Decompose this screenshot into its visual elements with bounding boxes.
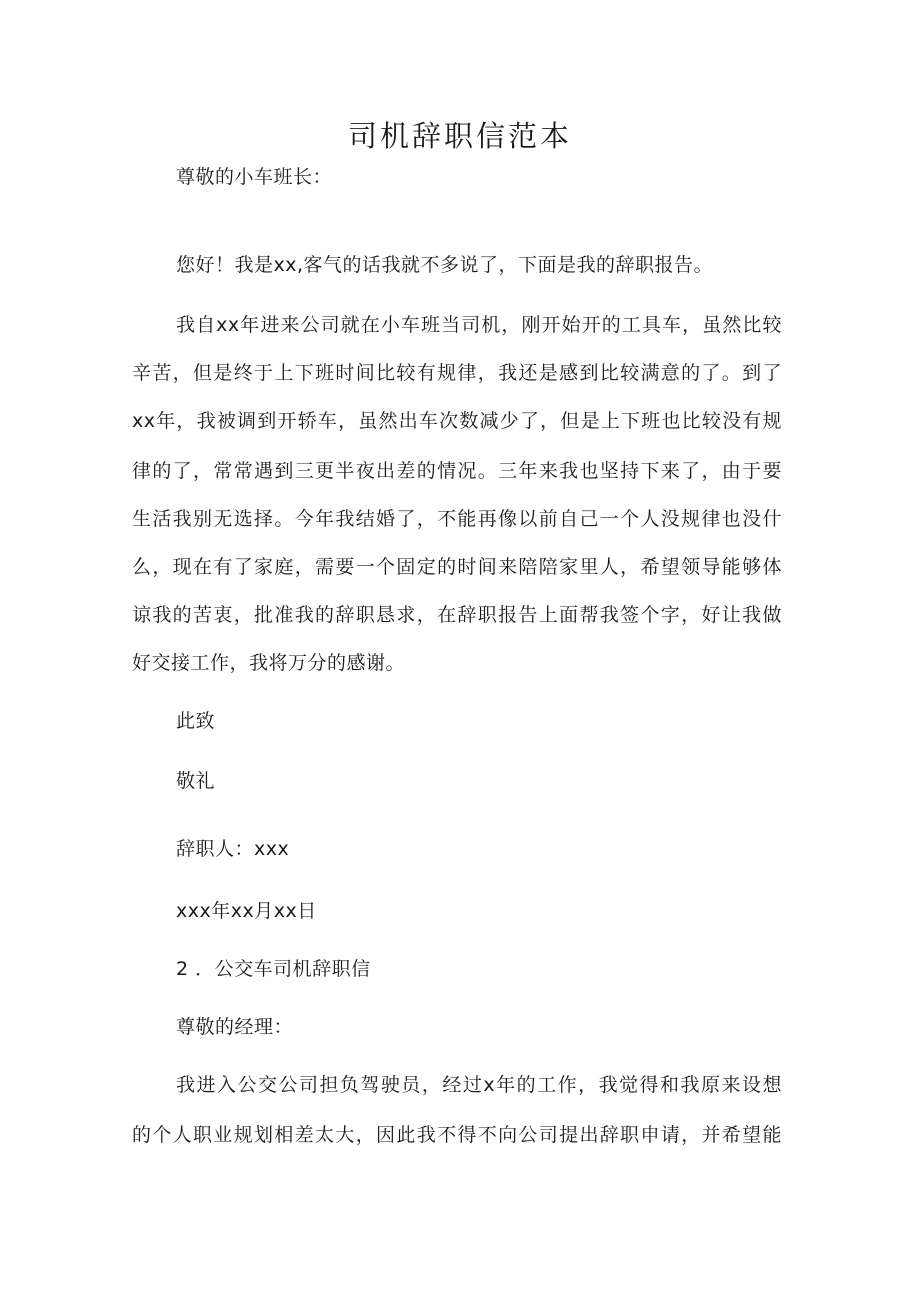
signer-line: 辞职人：xxx	[176, 838, 290, 860]
body-line: 我进入公交公司担负驾驶员，经过x年的工作，我觉得和我原来设想	[176, 1074, 782, 1096]
body-line: 么，现在有了家庭，需要一个固定的时间来陪陪家里人，希望领导能够体	[132, 556, 782, 578]
greeting: 尊敬的小车班长：	[176, 166, 333, 188]
body-line: 辛苦，但是终于上下班时间比较有规律，我还是感到比较满意的了。到了	[132, 362, 782, 384]
body-line: 律的了，常常遇到三更半夜出差的情况。三年来我也坚持下来了，由于要	[132, 460, 782, 482]
closing-regards: 敬礼	[176, 770, 216, 792]
greeting-2: 尊敬的经理：	[176, 1016, 294, 1038]
body-line: 的个人职业规划相差太大，因此我不得不向公司提出辞职申请，并希望能	[132, 1124, 782, 1146]
body-line: 谅我的苦衷，批准我的辞职恳求，在辞职报告上面帮我签个字，好让我做	[132, 604, 782, 626]
body-line: 生活我别无选择。今年我结婚了，不能再像以前自己一个人没规律也没什	[132, 508, 782, 530]
body-line: 我自xx年进来公司就在小车班当司机，刚开始开的工具车，虽然比较	[176, 314, 782, 336]
body-line: xx年，我被调到开轿车，虽然出车次数减少了，但是上下班也比较没有规	[132, 410, 782, 432]
section-heading: 2 ．公交车司机辞职信	[176, 958, 371, 980]
intro-paragraph: 您好！我是xx,客气的话我就不多说了，下面是我的辞职报告。	[176, 254, 714, 276]
date-line: xxx年xx月xx日	[176, 900, 317, 922]
closing-salutation: 此致	[176, 710, 216, 732]
document-title: 司机辞职信范本	[347, 119, 572, 153]
body-line: 好交接工作，我将万分的感谢。	[132, 652, 406, 674]
